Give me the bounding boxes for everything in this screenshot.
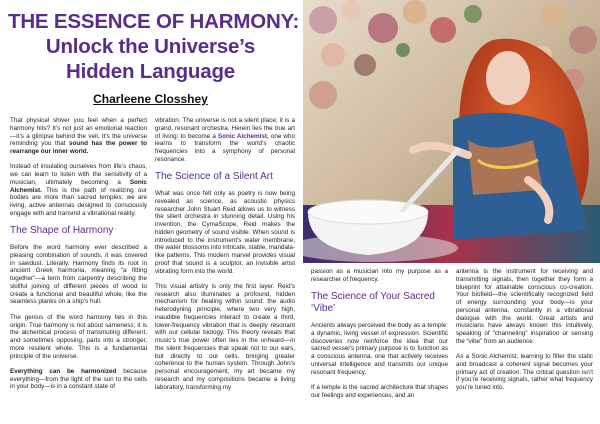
woman-face	[486, 51, 530, 105]
paragraph: This visual artistry is only the first layer. Reid’s research also illuminates a profound, hidden mechanism for healing within sound: the audio heterodyning principle, where two very high, inaudible frequencies interact to create a third, lower-frequency vibration that is deeply resonant with our cellular biology. This theory reveals that music’s true power often lies in the unheard—in the silent frequencies that speak not to our ears, but directly to our cells, bringing greater coherence to the human system. Through John’s personal encouragement, my art became my research and my compositions became a living laboratory, transforming my	[155, 282, 295, 391]
paragraph: Before the word harmony ever described a pleasing combination of sounds, it was covered in sawdust. Literally. Harmony finds its root in ancient Greek harmonia, meaning “a fitting together”—a term from carpentry describing the skillful joining of different pieces of wood to create a functional and beautiful whole, like the seamless planks on a ship’s hull.	[10, 244, 147, 306]
singing-bowl-illustration	[303, 0, 600, 263]
paragraph: Ancients always perceived the body as a temple: a dynamic, living vessel of expression. Scientific discoveries now reinforce the idea that our sacred vessel’s primary purpose is to function as a conscious antenna, one that actively receives universal intelligence and transmits our unique resonant frequency.	[311, 322, 448, 376]
title-line-2: Unlock the Universe’s	[45, 35, 256, 58]
highlight-text: Sonic Alchemist,	[217, 132, 269, 140]
paragraph	[155, 117, 295, 164]
paragraph: The genius of the word harmony lies in this origin. True harmony is not about sameness; it is the alchemical process of transmuting different, and sometimes opposing, parts into a stronger, more resilient whole. This is a fundamental principle of the universe.	[10, 313, 147, 360]
paragraph: What was once felt only as poetry is now being revealed as science, as acoustic physics researcher John Stuart Reid allows us to witness the silent orchestra in stunning detail. Using his invention, the CymaScope, Reid makes the hidden geometry of sound visible. When sound is introduced to the instrument’s water membrane, the water blossoms into intricate, stable, mandala-like patterns. This modern marvel provides visual proof that sound is a sculptor, an invisible artist vibrating form into the world.	[155, 190, 295, 275]
paragraph	[10, 163, 147, 217]
column-2	[155, 117, 295, 391]
hero-photo	[303, 0, 600, 263]
bold-text: Everything can be harmonized	[10, 367, 117, 375]
section-heading: The Science of a Silent Art	[155, 171, 273, 183]
section-heading: The Science of Your Sacred ‘Vibe’	[311, 291, 435, 315]
author-byline: Charleene Closshey	[93, 92, 208, 106]
title-line-1: THE ESSENCE OF HARMONY:	[8, 10, 300, 33]
title-line-3: Hidden Language	[66, 60, 235, 83]
bold-text: sound has the power to rearrange our inner world.	[10, 140, 147, 155]
paragraph: antenna is the instrument for receiving and transmitting signals, then together they form a blueprint for attainable conscious co-creation. Your biofield—the scientifically recognized field of energy surrounding your body—is your personal antenna, constantly in a vibrational dialogue with the world. Great artists and musicians have always known this intuitively, speaking of “channeling” inspiration or sensing the “vibe” from an audience.	[456, 268, 593, 345]
bold-text: Sonic Alchemist.	[10, 178, 147, 194]
section-heading: The Shape of Harmony	[10, 225, 114, 237]
article-title	[8, 9, 300, 84]
paragraph	[10, 368, 147, 391]
text-run: Instead of insulating ourselves from life’s chaos, we can learn to listen with the sensitivity of a musician, ultimately becoming a	[10, 163, 147, 186]
text-run: vibration. The universe is not a silent place; it is a grand, resonant orchestra. Herein lies the true art of living: to become a	[155, 117, 295, 140]
paragraph	[10, 117, 147, 156]
column-4	[456, 268, 593, 392]
text-run: That physical shiver you feel when a perfect harmony hits? It’s not just an emotional reaction—it’s a glimpse behind the veil. It’s the universe reminding you that	[10, 117, 147, 148]
text-run: This is the path of realizing our bodies are more than sacred temples: we are living, active antennas designed to consciously engage with and transmit a vibrational reality.	[10, 186, 147, 217]
text-run: one who learns to transform the world’s chaotic frequencies into a symphony of personal resonance.	[155, 132, 295, 163]
column-1	[10, 117, 147, 391]
paragraph: passion as a musician into my purpose as a researcher of frequency.	[311, 268, 448, 283]
text-run: because everything—from the light of the sun to the cells in your body—is in a constant state of	[10, 367, 148, 391]
paragraph: As a Sonic Alchemist, learning to filter the static and broadcast a coherent signal becomes your primary act of creation. The critical question isn’t if you’re receiving signals, rather what frequency you’re tuned into.	[456, 353, 593, 392]
paragraph: If a temple is the sacred architecture that shapes our feelings and experiences, and an	[311, 383, 448, 399]
column-3	[311, 268, 448, 399]
